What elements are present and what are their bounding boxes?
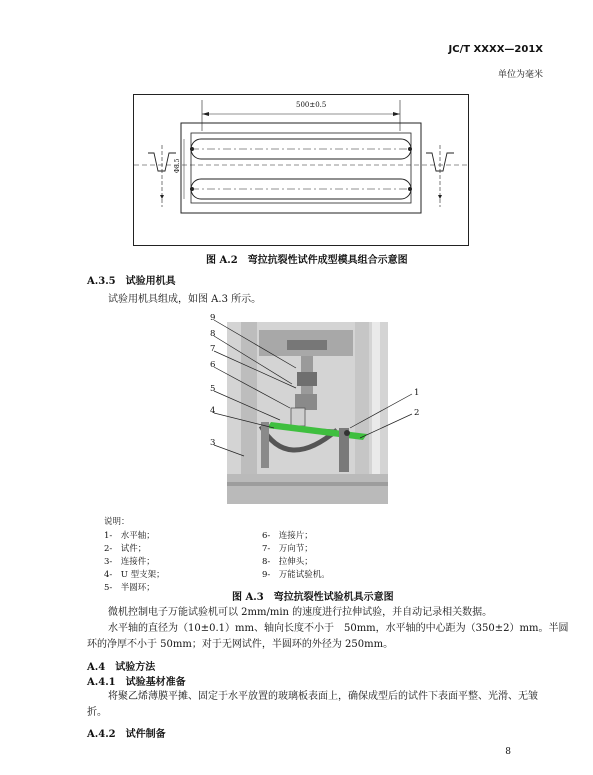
legend-item-8: 8- 拉伸头；: [262, 557, 313, 567]
callout-4: 4: [210, 406, 216, 416]
paragraph-3: 环的净厚不小于 50mm；对于无网试件，半圆环的外径为 250mm。: [87, 639, 394, 650]
standard-code: JC/T XXXX—201X: [448, 44, 543, 55]
section-a41-line-2: 折。: [87, 707, 107, 718]
section-a41-heading: A.4.1 试验基材准备: [87, 677, 186, 688]
callout-6: 6: [210, 360, 216, 370]
dimension-label: 500±0.5: [296, 101, 327, 109]
legend-item-9: 9- 万能试验机。: [262, 570, 330, 580]
legend-item-5: 5- 半圆环；: [104, 583, 155, 593]
callout-leaders: [200, 310, 440, 470]
callout-5: 5: [210, 384, 216, 394]
paragraph-1: 微机控制电子万能试验机可以 2mm/min 的速度进行拉伸试验，并自动记录相关数据。: [108, 607, 493, 618]
figure-a2-mold-drawing: [133, 94, 469, 246]
section-a35-heading: A.3.5 试验用机具: [87, 276, 176, 287]
callout-8: 8: [210, 329, 216, 339]
legend-item-2: 2- 试件；: [104, 544, 147, 554]
unit-note: 单位为毫米: [497, 70, 543, 80]
figure-a2-caption: 图 A.2 弯拉抗裂性试件成型模具组合示意图: [206, 255, 408, 266]
paragraph-2: 水平轴的直径为（10±0.1）mm、轴向长度不小于 50mm，水平轴的中心距为（350±2）mm。半圆: [108, 623, 569, 634]
legend-item-3: 3- 连接件；: [104, 557, 155, 567]
section-a35-body: 试验用机具组成，如图 A.3 所示。: [108, 294, 262, 305]
legend-item-6: 6- 连接片；: [262, 531, 313, 541]
mold-drawing-svg: [134, 95, 468, 245]
callout-3: 3: [210, 438, 216, 448]
section-a42-heading: A.4.2 试件制备: [87, 729, 166, 740]
legend-item-7: 7- 万向节；: [262, 544, 313, 554]
callout-2: 2: [414, 408, 420, 418]
page-number: 8: [505, 747, 511, 757]
legend-title: 说明：: [104, 517, 130, 527]
side-dimension-label: Φ8.5: [174, 158, 181, 173]
legend-item-1: 1- 水平轴；: [104, 531, 155, 541]
section-a4-heading: A.4 试验方法: [87, 662, 156, 673]
figure-a3-caption: 图 A.3 弯拉抗裂性试验机具示意图: [232, 592, 394, 603]
section-a41-line-1: 将聚乙烯薄膜平摊、固定于水平放置的玻璃板表面上，确保成型后的试件下表面平整、光滑、无皱: [108, 691, 538, 702]
callout-7: 7: [210, 344, 216, 354]
callout-1: 1: [414, 388, 420, 398]
callout-9: 9: [210, 313, 216, 323]
legend-item-4: 4- U 型支架；: [104, 570, 165, 580]
